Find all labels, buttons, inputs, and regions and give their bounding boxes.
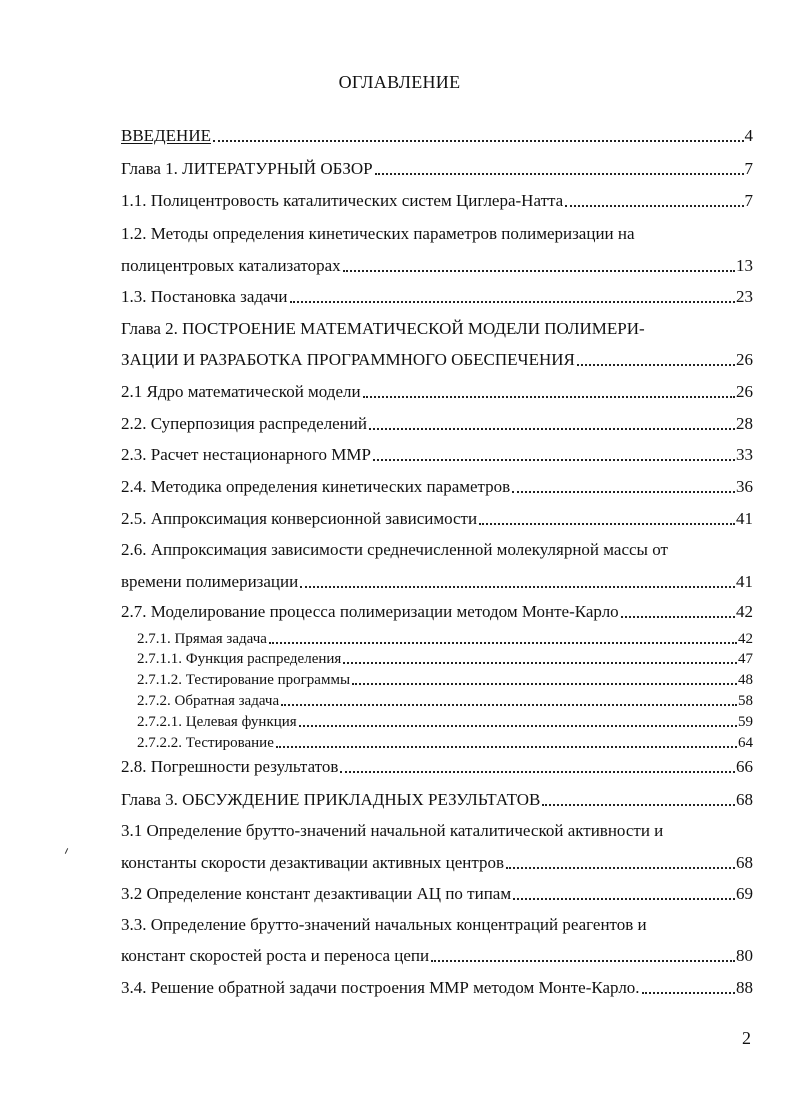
toc-entry-introduction[interactable]	[121, 122, 753, 146]
toc-entry-3-4[interactable]	[121, 974, 753, 998]
toc-entry-page: 47	[738, 651, 753, 667]
toc-entry-text: ВВЕДЕНИЕ	[121, 126, 211, 145]
toc-entry-text: времени полимеризации	[121, 572, 299, 591]
toc-leader	[276, 745, 737, 748]
page-title: ОГЛАВЛЕНИЕ	[338, 72, 461, 92]
toc-entry-2-7-2-2[interactable]	[137, 734, 753, 752]
toc-entry-page: 58	[738, 693, 753, 709]
toc-entry-text: 3.3. Определение брутто-значений начальных концентраций реагентов и	[121, 915, 647, 934]
toc-leader	[512, 490, 735, 493]
toc-entry-1-1[interactable]	[121, 187, 753, 211]
toc-entry-page: 42	[738, 631, 753, 647]
toc-leader	[352, 682, 737, 685]
toc-entry-page: 33	[736, 445, 753, 464]
toc-entry-page: 88	[736, 978, 753, 997]
toc-entry-page: 36	[736, 477, 753, 496]
toc-entry-text: ЗАЦИИ И РАЗРАБОТКА ПРОГРАММНОГО ОБЕСПЕЧЕНИЯ	[121, 350, 575, 369]
toc-entry-3-1-line-1[interactable]	[121, 817, 753, 841]
toc-entry-page: 68	[736, 853, 753, 872]
toc-leader	[299, 724, 737, 727]
toc-entry-2-7[interactable]	[121, 598, 753, 622]
toc-entry-page: 48	[738, 672, 753, 688]
toc-entry-2-7-1[interactable]	[137, 630, 753, 648]
toc-entry-2-7-2-1[interactable]	[137, 713, 753, 731]
toc-entry-page: 69	[736, 884, 753, 903]
toc-entry-1-3[interactable]	[121, 283, 753, 307]
toc-entry-text: 2.4. Методика определения кинетических параметров	[121, 477, 511, 496]
toc-leader	[300, 585, 735, 588]
toc-entry-text: 2.7.1. Прямая задача	[137, 631, 267, 647]
toc-entry-text: 3.1 Определение брутто-значений начальной каталитической активности и	[121, 821, 664, 840]
toc-entry-text: 2.7.1.1. Функция распределения	[137, 651, 342, 667]
toc-entry-2-6-line-1[interactable]	[121, 536, 753, 560]
toc-entry-2-2[interactable]	[121, 410, 753, 434]
toc-leader	[479, 522, 735, 525]
toc-entry-1-2-line-2[interactable]	[121, 252, 753, 276]
toc-entry-page: 41	[736, 509, 753, 528]
page-number: 2	[742, 1028, 751, 1048]
toc-entry-2-3[interactable]	[121, 441, 753, 465]
toc-entry-page: 4	[744, 126, 753, 145]
toc-leader	[340, 770, 735, 773]
toc-entry-1-2-line-1[interactable]	[121, 220, 753, 244]
toc-leader	[621, 615, 735, 618]
toc-leader	[542, 803, 735, 806]
toc-leader	[343, 269, 735, 272]
toc-entry-text: 2.1 Ядро математической модели	[121, 382, 361, 401]
toc-leader	[213, 139, 744, 142]
toc-leader	[373, 458, 735, 461]
toc-entry-page: 28	[736, 414, 753, 433]
toc-leader	[375, 172, 744, 175]
toc-entry-text: 2.2. Суперпозиция распределений	[121, 414, 368, 433]
toc-entry-page: 13	[736, 256, 753, 275]
toc-entry-2-5[interactable]	[121, 505, 753, 529]
toc-entry-chapter-1[interactable]	[121, 155, 753, 179]
toc-entry-chapter-2-line-2[interactable]	[121, 346, 753, 370]
toc-entry-text: 2.7.2. Обратная задача	[137, 693, 280, 709]
toc-entry-text: 3.2 Определение констант дезактивации АЦ по типам	[121, 884, 512, 903]
toc-entry-2-7-1-2[interactable]	[137, 671, 753, 689]
toc-leader	[513, 897, 735, 900]
toc-entry-page: 23	[736, 287, 753, 306]
toc-entry-page: 42	[736, 602, 753, 621]
toc-entry-page: 80	[736, 946, 753, 965]
toc-entry-2-7-1-1[interactable]	[137, 650, 753, 668]
toc-leader	[431, 959, 735, 962]
toc-leader	[269, 641, 737, 644]
toc-leader	[369, 427, 735, 430]
toc-leader	[642, 991, 735, 994]
toc-entry-text: Глава 3. ОБСУЖДЕНИЕ ПРИКЛАДНЫХ РЕЗУЛЬТАТОВ	[121, 790, 541, 809]
toc-entry-2-7-2[interactable]	[137, 692, 753, 710]
toc-leader	[506, 866, 735, 869]
toc-leader	[565, 204, 743, 207]
toc-entry-text: 2.6. Аппроксимация зависимости среднечисленной молекулярной массы от	[121, 540, 668, 559]
toc-leader	[577, 363, 735, 366]
toc-entry-page: 64	[738, 735, 753, 751]
toc-entry-2-4[interactable]	[121, 473, 753, 497]
toc-entry-page: 66	[736, 757, 753, 776]
toc-entry-text: 2.3. Расчет нестационарного ММР	[121, 445, 371, 464]
toc-entry-page: 41	[736, 572, 753, 591]
toc-entry-text: 1.3. Постановка задачи	[121, 287, 288, 306]
toc-entry-3-3-line-2[interactable]	[121, 942, 753, 966]
toc-entry-chapter-3[interactable]	[121, 786, 753, 810]
toc-entry-text: 1.2. Методы определения кинетических параметров полимеризации на	[121, 224, 635, 243]
toc-entry-text: 2.7.1.2. Тестирование программы	[137, 672, 351, 688]
toc-entry-3-1-line-2[interactable]	[121, 849, 753, 873]
toc-entry-text: 2.7.2.1. Целевая функция	[137, 714, 297, 730]
toc-entry-text: 3.4. Решение обратной задачи построения ММР методом Монте-Карло.	[121, 978, 640, 997]
toc-entry-page: 7	[744, 159, 753, 178]
toc-entry-text: 1.1. Полицентровость каталитических систем Циглера-Натта	[121, 191, 564, 210]
toc-entry-text: 2.7. Моделирование процесса полимеризации методом Монте-Карло	[121, 602, 619, 621]
toc-entry-text: 2.5. Аппроксимация конверсионной зависимости	[121, 509, 478, 528]
toc-entry-chapter-2-line-1[interactable]	[121, 315, 753, 339]
toc-leader	[343, 661, 737, 664]
toc-entry-3-2[interactable]	[121, 880, 753, 904]
toc-entry-page: 68	[736, 790, 753, 809]
toc-leader	[281, 703, 737, 706]
toc-entry-3-3-line-1[interactable]	[121, 911, 753, 935]
toc-entry-page: 26	[736, 382, 753, 401]
toc-entry-text: 2.7.2.2. Тестирование	[137, 735, 274, 751]
toc-entry-page: 7	[744, 191, 753, 210]
toc-leader	[290, 300, 735, 303]
toc-entry-2-8[interactable]	[121, 753, 753, 777]
toc-entry-text: полицентровых катализаторах	[121, 256, 341, 275]
toc-entry-text: Глава 2. ПОСТРОЕНИЕ МАТЕМАТИЧЕСКОЙ МОДЕЛИ ПОЛИМЕРИ-	[121, 319, 645, 338]
toc-entry-text: Глава 1. ЛИТЕРАТУРНЫЙ ОБЗОР	[121, 159, 373, 178]
scan-artifact-mark	[65, 848, 68, 854]
toc-entry-2-6-line-2[interactable]	[121, 568, 753, 592]
toc-entry-text: 2.8. Погрешности результатов	[121, 757, 339, 776]
toc-entry-2-1[interactable]	[121, 378, 753, 402]
toc-entry-text: константы скорости дезактивации активных центров	[121, 853, 505, 872]
toc-entry-page: 26	[736, 350, 753, 369]
toc-leader	[363, 395, 735, 398]
toc-entry-page: 59	[738, 714, 753, 730]
toc-entry-text: констант скоростей роста и переноса цепи	[121, 946, 430, 965]
